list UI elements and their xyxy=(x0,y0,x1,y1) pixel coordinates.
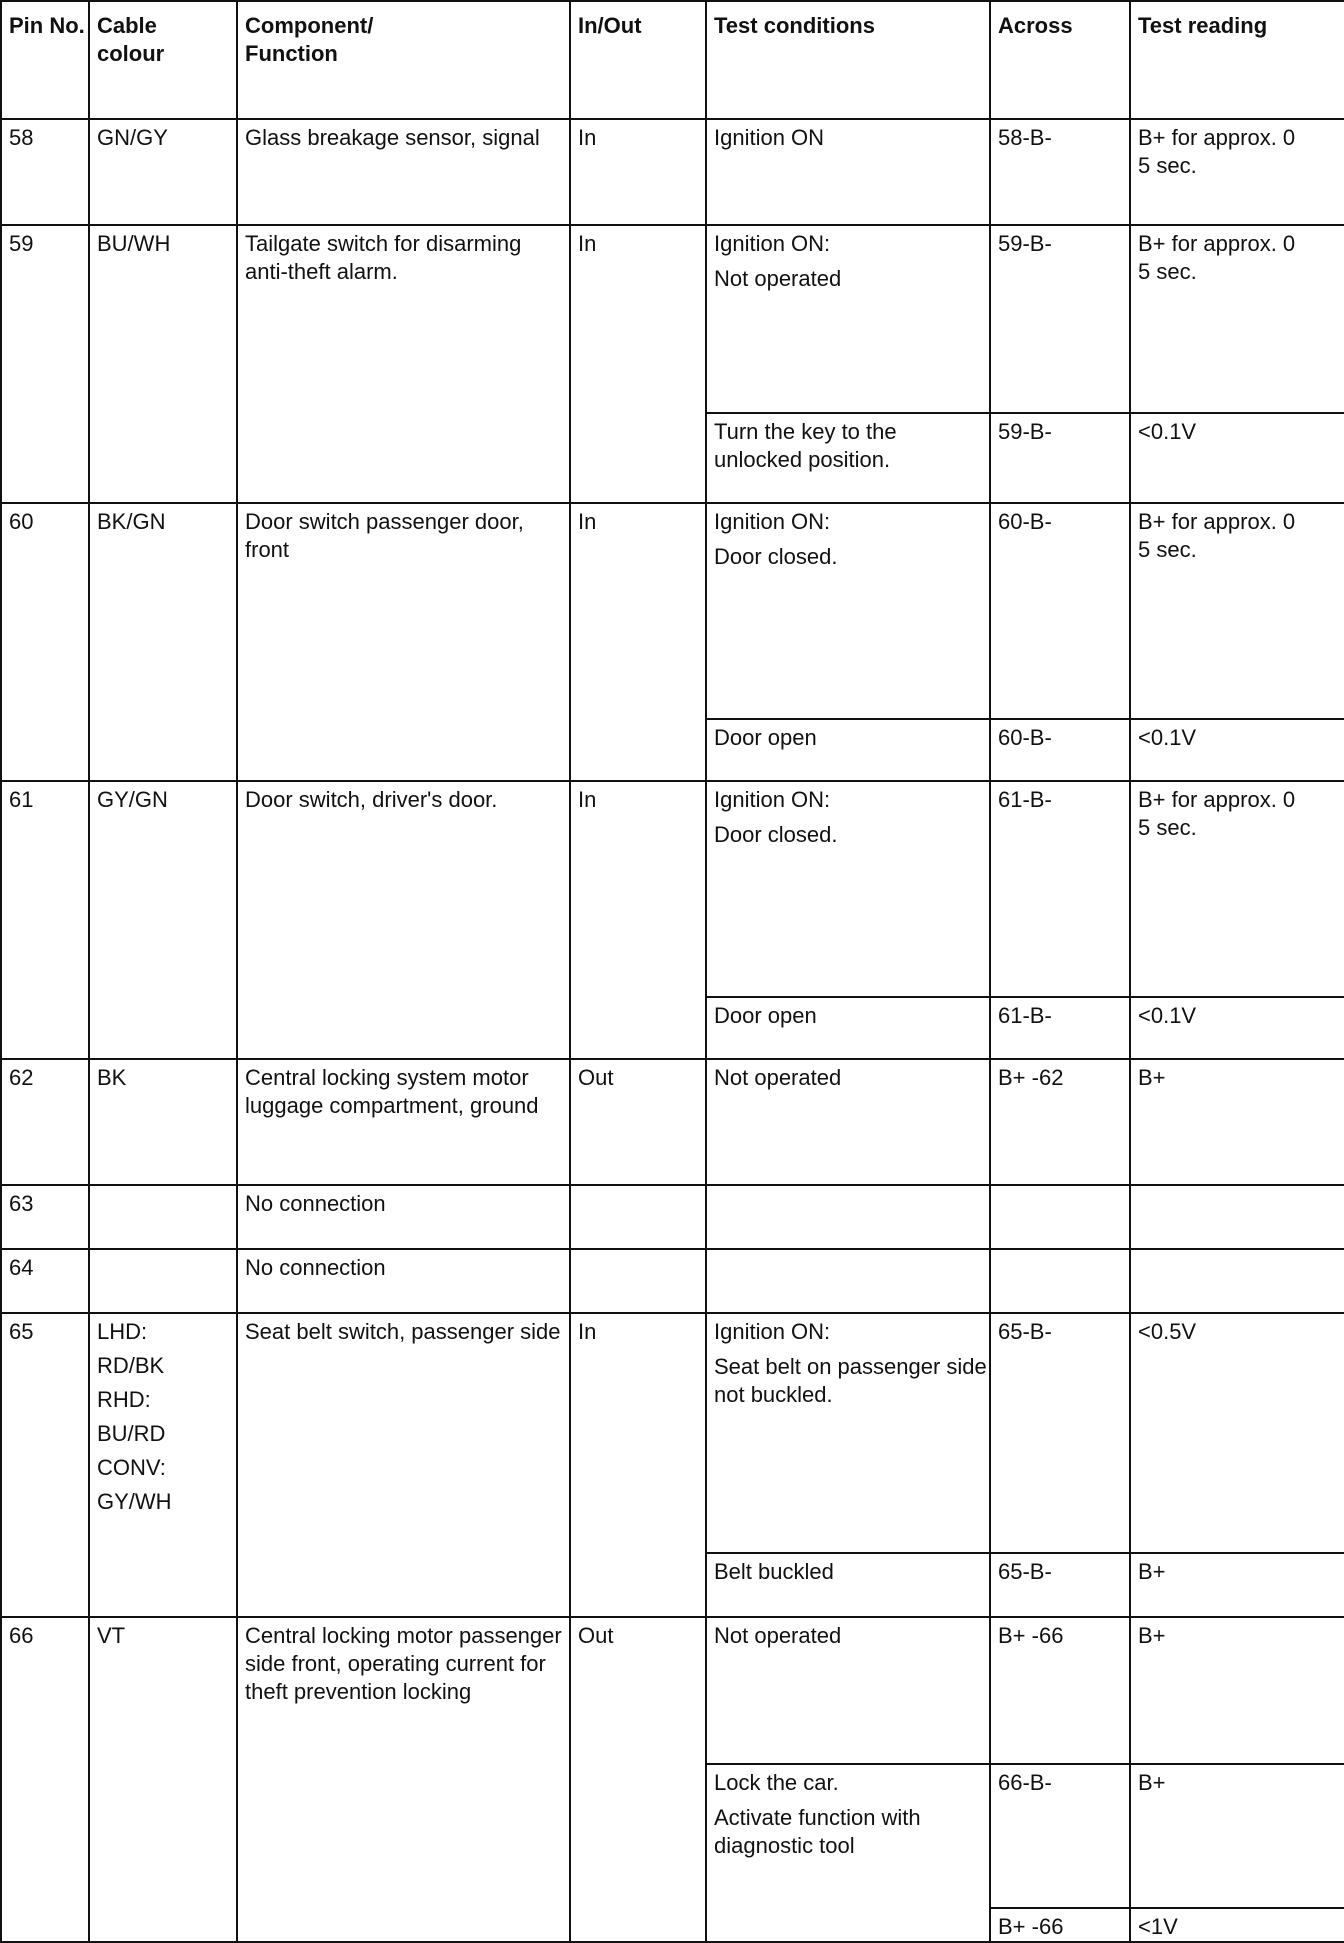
across: 59-B- xyxy=(990,413,1130,503)
cable-colour: GY/GN xyxy=(89,781,237,1059)
test-reading: B+ for approx. 0 5 sec. xyxy=(1130,781,1344,997)
header-test-reading: Test reading xyxy=(1130,1,1344,119)
across: 66-B- xyxy=(990,1764,1130,1908)
header-row xyxy=(1,1,1344,119)
pin-number: 66 xyxy=(1,1617,89,1942)
table-row xyxy=(1,1185,1344,1249)
header-component-function: Component/ Function xyxy=(237,1,570,119)
header-pin-no: Pin No. xyxy=(1,1,89,119)
across: 59-B- xyxy=(990,225,1130,413)
in-out: Out xyxy=(570,1617,706,1942)
test-conditions: Ignition ON xyxy=(706,119,990,225)
table-row xyxy=(1,1059,1344,1185)
test-reading: B+ for approx. 0 5 sec. xyxy=(1130,503,1344,719)
across: 60-B- xyxy=(990,719,1130,781)
test-reading xyxy=(1130,1185,1344,1249)
test-conditions: Lock the car. Activate function with diagnostic tool xyxy=(706,1764,990,1942)
test-conditions: Ignition ON: Not operated xyxy=(706,225,990,413)
in-out xyxy=(570,1185,706,1249)
in-out: In xyxy=(570,119,706,225)
in-out: In xyxy=(570,781,706,1059)
test-reading: B+ for approx. 0 5 sec. xyxy=(1130,225,1344,413)
test-reading: <0.5V xyxy=(1130,1313,1344,1553)
in-out: Out xyxy=(570,1059,706,1185)
pin-number: 61 xyxy=(1,781,89,1059)
test-reading: <0.1V xyxy=(1130,719,1344,781)
cable-colour xyxy=(89,1185,237,1249)
component-function: Door switch passenger door, front xyxy=(237,503,570,781)
component-function: Door switch, driver's door. xyxy=(237,781,570,1059)
table-row xyxy=(1,1617,1344,1764)
header-test-conditions: Test conditions xyxy=(706,1,990,119)
across: B+ -66 xyxy=(990,1617,1130,1764)
test-conditions: Belt buckled xyxy=(706,1553,990,1617)
cable-colour: LHD: RD/BK RHD: BU/RD CONV: GY/WH xyxy=(89,1313,237,1617)
component-function: Central locking motor passenger side front, operating current for theft prevention locking xyxy=(237,1617,570,1942)
table-row xyxy=(1,1313,1344,1553)
test-conditions xyxy=(706,1185,990,1249)
cable-colour: BK/GN xyxy=(89,503,237,781)
cable-colour: BK xyxy=(89,1059,237,1185)
test-reading xyxy=(1130,1249,1344,1313)
in-out: In xyxy=(570,503,706,781)
pin-number: 63 xyxy=(1,1185,89,1249)
test-conditions: Door open xyxy=(706,997,990,1059)
test-reading: <0.1V xyxy=(1130,413,1344,503)
across xyxy=(990,1249,1130,1313)
across: 65-B- xyxy=(990,1553,1130,1617)
across: B+ -66 xyxy=(990,1908,1130,1942)
pin-number: 58 xyxy=(1,119,89,225)
cable-colour: VT xyxy=(89,1617,237,1942)
cable-colour: BU/WH xyxy=(89,225,237,503)
header-across: Across xyxy=(990,1,1130,119)
test-conditions xyxy=(706,1249,990,1313)
across: 61-B- xyxy=(990,997,1130,1059)
component-function: Glass breakage sensor, signal xyxy=(237,119,570,225)
table-row xyxy=(1,1249,1344,1313)
across: B+ -62 xyxy=(990,1059,1130,1185)
pin-number: 59 xyxy=(1,225,89,503)
table-row xyxy=(1,503,1344,719)
table-row xyxy=(1,781,1344,997)
component-function: No connection xyxy=(237,1249,570,1313)
across: 60-B- xyxy=(990,503,1130,719)
test-reading: <1V xyxy=(1130,1908,1344,1942)
in-out: In xyxy=(570,225,706,503)
test-reading: B+ xyxy=(1130,1617,1344,1764)
cable-colour: GN/GY xyxy=(89,119,237,225)
cable-colour xyxy=(89,1249,237,1313)
test-reading: B+ xyxy=(1130,1553,1344,1617)
across: 58-B- xyxy=(990,119,1130,225)
pin-number: 60 xyxy=(1,503,89,781)
across: 61-B- xyxy=(990,781,1130,997)
component-function: Seat belt switch, passenger side xyxy=(237,1313,570,1617)
in-out: In xyxy=(570,1313,706,1617)
test-reading: B+ xyxy=(1130,1059,1344,1185)
header-cable-colour: Cable colour xyxy=(89,1,237,119)
table-row xyxy=(1,119,1344,225)
test-conditions: Door open xyxy=(706,719,990,781)
component-function: Central locking system motor luggage compartment, ground xyxy=(237,1059,570,1185)
test-conditions: Ignition ON: Door closed. xyxy=(706,503,990,719)
across: 65-B- xyxy=(990,1313,1130,1553)
test-conditions: Ignition ON: Seat belt on passenger side not buckled. xyxy=(706,1313,990,1553)
header-in-out: In/Out xyxy=(570,1,706,119)
test-conditions: Turn the key to the unlocked position. xyxy=(706,413,990,503)
table-row xyxy=(1,225,1344,413)
pin-number: 65 xyxy=(1,1313,89,1617)
in-out xyxy=(570,1249,706,1313)
test-conditions: Not operated xyxy=(706,1059,990,1185)
test-conditions: Not operated xyxy=(706,1617,990,1764)
component-function: No connection xyxy=(237,1185,570,1249)
pin-number: 62 xyxy=(1,1059,89,1185)
test-reading: B+ xyxy=(1130,1764,1344,1908)
test-conditions: Ignition ON: Door closed. xyxy=(706,781,990,997)
across xyxy=(990,1185,1130,1249)
test-reading: <0.1V xyxy=(1130,997,1344,1059)
test-reading: B+ for approx. 0 5 sec. xyxy=(1130,119,1344,225)
component-function: Tailgate switch for disarming anti-theft alarm. xyxy=(237,225,570,503)
pin-number: 64 xyxy=(1,1249,89,1313)
